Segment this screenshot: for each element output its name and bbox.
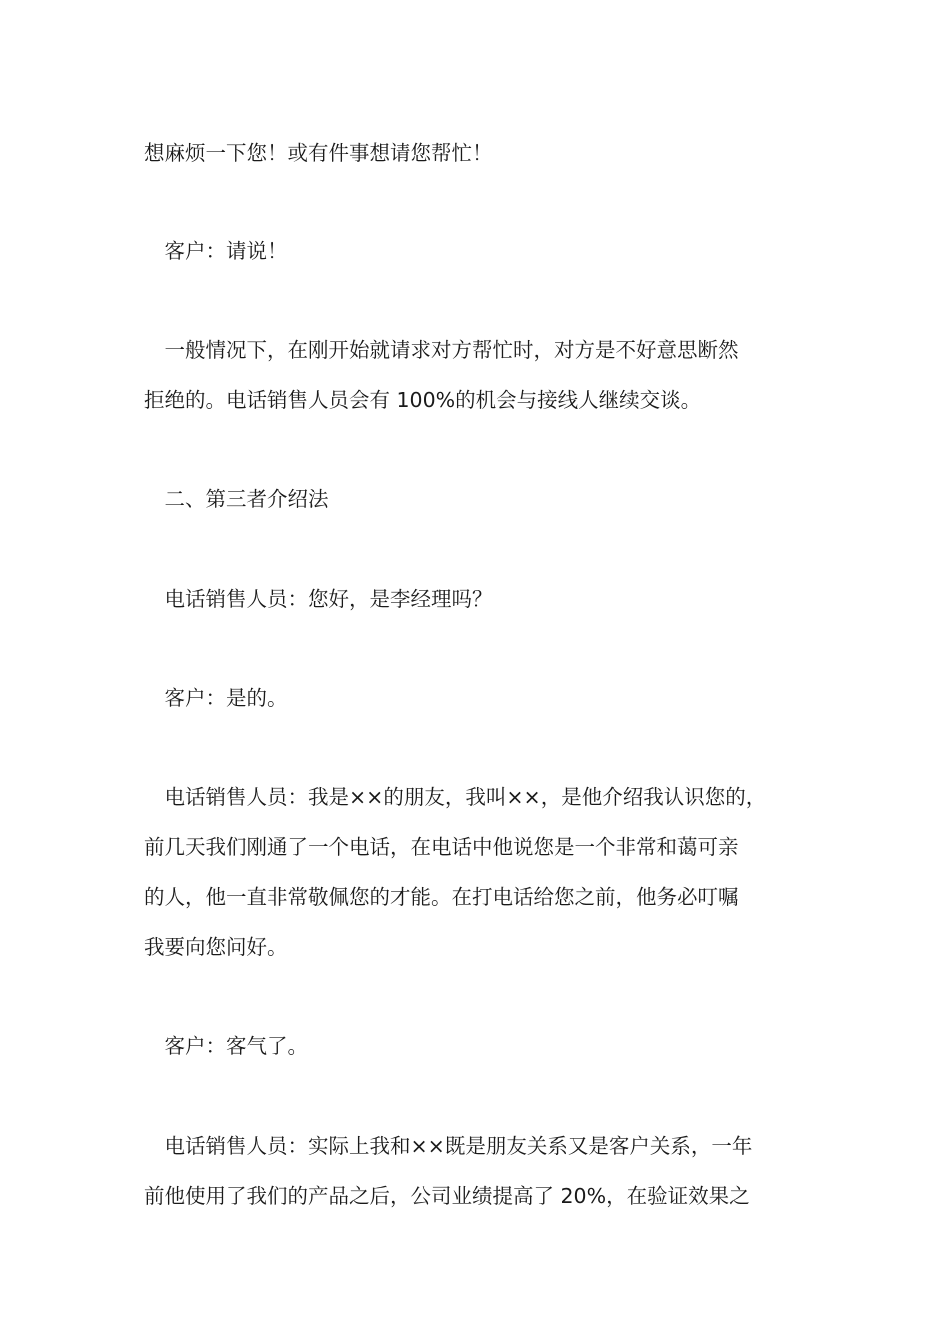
paragraph-sales-greeting (144, 574, 814, 624)
paragraph-general-case (144, 325, 814, 425)
text-line: 拒绝的。电话销售人员会有 100%的机会与接线人继续交谈。 (144, 388, 702, 412)
text-line: 的人，他一直非常敬佩您的才能。在打电话给您之前，他务必叮嘱 (144, 885, 739, 909)
paragraph-customer-reply-2 (144, 673, 814, 723)
text-line: 客户：是的。 (144, 686, 288, 710)
text-line: 一般情况下，在刚开始就请求对方帮忙时，对方是不好意思断然 (144, 338, 739, 362)
section-heading-third-party (144, 474, 814, 524)
text-line: 我要向您问好。 (144, 935, 288, 959)
paragraph-sales-introduction (144, 772, 814, 972)
text-line: 前几天我们刚通了一个电话，在电话中他说您是一个非常和蔼可亲 (144, 835, 739, 859)
paragraph-customer-reply-3 (144, 1021, 814, 1071)
text-line: 二、第三者介绍法 (144, 487, 329, 511)
paragraph-customer-reply-1 (144, 226, 814, 276)
paragraph-request-help (144, 128, 814, 178)
text-line: 电话销售人员：您好，是李经理吗？ (144, 587, 493, 611)
text-line: 电话销售人员：我是××的朋友，我叫××，是他介绍我认识您的， (144, 785, 767, 809)
text-line: 客户：客气了。 (144, 1034, 308, 1058)
text-line: 前他使用了我们的产品之后，公司业绩提高了 20%，在验证效果之 (144, 1184, 750, 1208)
text-line: 电话销售人员：实际上我和××既是朋友关系又是客户关系，一年 (144, 1134, 753, 1158)
text-line: 客户：请说！ (144, 239, 288, 263)
text-line: 想麻烦一下您！或有件事想请您帮忙！ (144, 141, 493, 165)
paragraph-sales-relationship (144, 1121, 814, 1221)
